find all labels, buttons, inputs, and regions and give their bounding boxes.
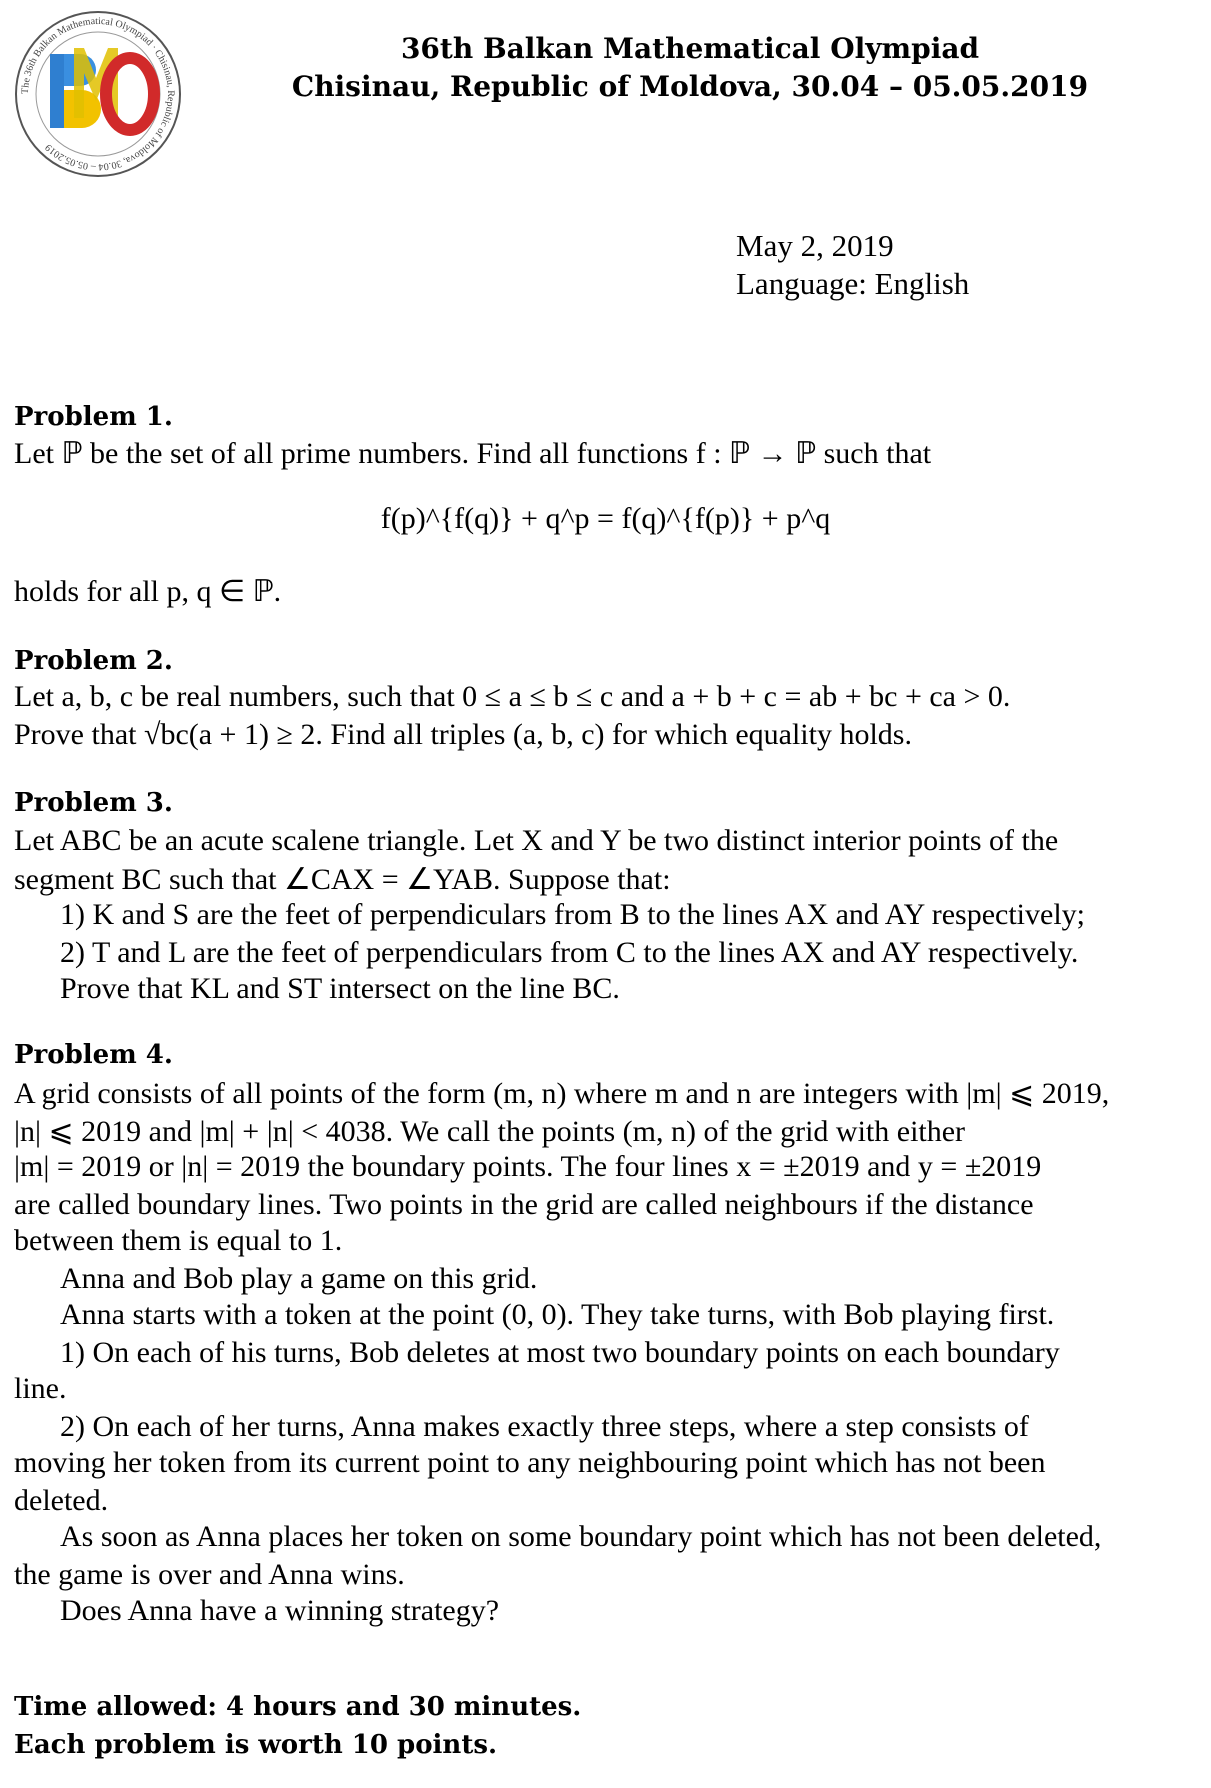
problem-1-line-2: holds for all p, q ∈ ℙ. — [14, 575, 282, 608]
problem-4-line-1: A grid consists of all points of the form (m, n) where m and n are integers with |m| ⩽ 2019, — [14, 1077, 1110, 1110]
time-allowed: Time allowed: 4 hours and 30 minutes. — [14, 1692, 582, 1722]
problem-1-title: Problem 1. — [14, 402, 173, 432]
problem-1-line-1: Let ℙ be the set of all prime numbers. Find all functions f : ℙ → ℙ such that — [14, 437, 932, 470]
problem-4-line-3: |m| = 2019 or |n| = 2019 the boundary points. The four lines x = ±2019 and y = ±2019 — [14, 1150, 1042, 1183]
olympiad-location-dates: Chisinau, Republic of Moldova, 30.04 – 05.05.2019 — [291, 70, 1089, 103]
problem-1-equation: f(p)^{f(q)} + q^p = f(q)^{f(p)} + p^q — [380, 502, 831, 535]
problem-4-line-14: the game is over and Anna wins. — [14, 1558, 405, 1591]
problem-3-title: Problem 3. — [14, 788, 173, 818]
problem-4-title: Problem 4. — [14, 1040, 173, 1070]
problem-3-line-5: Prove that KL and ST intersect on the line BC. — [60, 972, 620, 1005]
problem-4-line-11: moving her token from its current point to any neighbouring point which has not been — [14, 1446, 1046, 1479]
svg-text:The 36th Balkan Mathematical O: The 36th Balkan Mathematical Olympiad · Chisinau, Republic of Moldova, 30.04 – 05.05.2019 — [19, 15, 177, 173]
exam-date: May 2, 2019 — [736, 228, 894, 263]
problem-2-line-2: Prove that √bc(a + 1) ≥ 2. Find all triples (a, b, c) for which equality holds. — [14, 718, 912, 751]
problem-3-line-1: Let ABC be an acute scalene triangle. Let X and Y be two distinct interior points of the — [14, 824, 1059, 857]
points-per-problem: Each problem is worth 10 points. — [14, 1730, 498, 1760]
problem-4-line-12: deleted. — [14, 1484, 109, 1517]
problem-4-line-7: Anna starts with a token at the point (0, 0). They take turns, with Bob playing first. — [60, 1298, 1055, 1331]
bmo-logo-emblem — [12, 8, 184, 180]
problem-4-line-15: Does Anna have a winning strategy? — [60, 1594, 500, 1627]
problem-4-line-4: are called boundary lines. Two points in the grid are called neighbours if the distance — [14, 1188, 1034, 1221]
problem-4-line-6: Anna and Bob play a game on this grid. — [60, 1262, 538, 1295]
problem-4-line-2: |n| ⩽ 2019 and |m| + |n| < 4038. We call the points (m, n) of the grid with either — [14, 1115, 966, 1148]
problem-4-line-9: line. — [14, 1372, 67, 1405]
problem-3-line-2: segment BC such that ∠CAX = ∠YAB. Suppose that: — [14, 863, 671, 896]
problem-2-line-1: Let a, b, c be real numbers, such that 0 ≤ a ≤ b ≤ c and a + b + c = ab + bc + ca > 0. — [14, 680, 1011, 713]
problem-4-line-5: between them is equal to 1. — [14, 1224, 343, 1257]
problem-3-line-3: 1) K and S are the feet of perpendiculars from B to the lines AX and AY respectively; — [60, 898, 1085, 931]
problem-3-line-4: 2) T and L are the feet of perpendiculars from C to the lines AX and AY respectively. — [60, 936, 1079, 969]
problem-2-title: Problem 2. — [14, 646, 173, 676]
problem-4-line-13: As soon as Anna places her token on some boundary point which has not been deleted, — [60, 1520, 1102, 1553]
olympiad-title: 36th Balkan Mathematical Olympiad — [400, 32, 980, 65]
problem-4-line-10: 2) On each of her turns, Anna makes exactly three steps, where a step consists of — [60, 1410, 1029, 1443]
problem-4-line-8: 1) On each of his turns, Bob deletes at most two boundary points on each boundary — [60, 1336, 1060, 1369]
exam-language: Language: English — [736, 266, 970, 301]
